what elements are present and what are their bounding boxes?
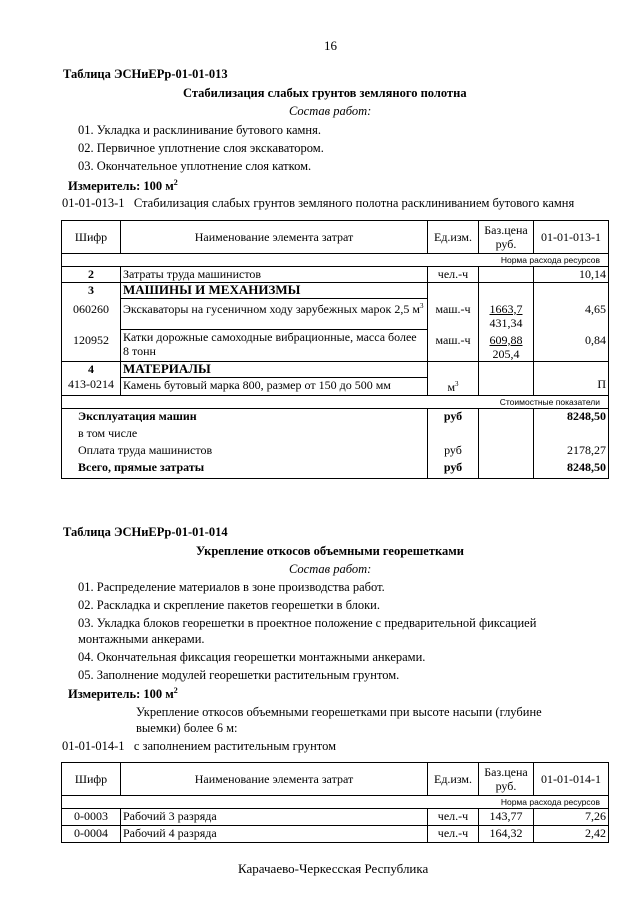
section-name: МАШИНЫ И МЕХАНИЗМЫ bbox=[121, 283, 428, 299]
table1-work-item: 01. Укладка и расклинивание бутового камня. bbox=[78, 123, 321, 137]
row-name: Затраты труда машинистов bbox=[121, 267, 428, 283]
row-code: 3 bbox=[62, 283, 121, 299]
table1-work-item: 03. Окончательное уплотнение слоя катком. bbox=[78, 159, 312, 173]
row-unit: чел.-ч bbox=[428, 809, 479, 826]
summary-value: 8248,50 bbox=[534, 460, 609, 478]
table1-work-heading: Состав работ: bbox=[289, 104, 372, 118]
table2-description: выемки) более 6 м: bbox=[136, 721, 238, 735]
footer-region: Карачаево-Черкесская Республика bbox=[238, 861, 429, 876]
header-column: 01-01-014-1 bbox=[534, 763, 609, 796]
header-name: Наименование элемента затрат bbox=[121, 763, 428, 796]
header-code: Шифр bbox=[62, 221, 121, 254]
summary-value: 8248,50 bbox=[534, 408, 609, 426]
table2-work-item: 01. Распределение материалов в зоне производства работ. bbox=[78, 580, 385, 594]
row-unit: маш.-ч bbox=[428, 299, 479, 330]
header-unit: Ед.изм. bbox=[428, 763, 479, 796]
row-value: 0,84 bbox=[534, 330, 609, 362]
row-unit: $м^3$ bbox=[428, 377, 479, 395]
table2-description: Укрепление откосов объемными георешетками при высоте насыпи (глубине bbox=[136, 705, 542, 719]
header-price: Баз.цена руб. bbox=[479, 221, 534, 254]
row-value: 7,26 bbox=[534, 809, 609, 826]
norm-label: Норма расхода ресурсов bbox=[62, 254, 609, 267]
row-code: 413-0214 bbox=[62, 377, 121, 395]
header-price: Баз.цена руб. bbox=[479, 763, 534, 796]
row-unit: чел.-ч bbox=[428, 267, 479, 283]
summary-name: Всего, прямые затраты bbox=[62, 460, 428, 478]
cost-label: Стоимостные показатели bbox=[62, 395, 609, 408]
row-unit: чел.-ч bbox=[428, 826, 479, 843]
row-value: 2,42 bbox=[534, 826, 609, 843]
table2-work-item: 03. Укладка блоков георешетки в проектное положение с предварительной фиксацией bbox=[78, 616, 537, 630]
resource-table-2 bbox=[61, 762, 609, 843]
row-unit: маш.-ч bbox=[428, 330, 479, 362]
header-column: 01-01-013-1 bbox=[534, 221, 609, 254]
table2-work-item: 04. Окончательная фиксация георешетки монтажными анкерами. bbox=[78, 650, 426, 664]
summary-name: Оплата труда машинистов bbox=[62, 443, 428, 460]
row-price: 164,32 bbox=[479, 826, 534, 843]
table2-work-item: монтажными анкерами. bbox=[78, 632, 205, 646]
table2-work-item: 05. Заполнение модулей георешетки растительным грунтом. bbox=[78, 668, 400, 682]
section-name: МАТЕРИАЛЫ bbox=[121, 361, 428, 377]
header-code: Шифр bbox=[62, 763, 121, 796]
summary-name: в том числе bbox=[62, 426, 428, 443]
table2-subtitle: Укрепление откосов объемными георешетками bbox=[196, 544, 464, 558]
table1-work-item: 02. Первичное уплотнение слоя экскаватором. bbox=[78, 141, 324, 155]
table1-measure: Измеритель: 100 $м^2$ bbox=[68, 178, 178, 194]
resource-table-1 bbox=[61, 220, 609, 479]
row-value: 4,65 bbox=[534, 299, 609, 330]
table2-code-line: 01-01-014-1 с заполнением растительным грунтом bbox=[62, 739, 337, 753]
row-code: 060260 bbox=[62, 299, 121, 330]
row-code: 4 bbox=[62, 361, 121, 377]
summary-unit: руб bbox=[428, 408, 479, 426]
row-name: Катки дорожные самоходные вибрационные, масса более 8 тонн bbox=[121, 330, 428, 362]
summary-unit: руб bbox=[428, 460, 479, 478]
table1-subtitle: Стабилизация слабых грунтов земляного полотна bbox=[183, 86, 467, 100]
row-price: 143,77 bbox=[479, 809, 534, 826]
row-code: 0-0003 bbox=[62, 809, 121, 826]
header-unit: Ед.изм. bbox=[428, 221, 479, 254]
table2-work-heading: Состав работ: bbox=[289, 562, 372, 576]
row-name: Камень бутовый марка 800, размер от 150 до 500 мм bbox=[121, 377, 428, 395]
table2-title: Таблица ЭСНиЕРр-01-01-014 bbox=[63, 525, 228, 539]
row-name: Экскаваторы на гусеничном ходу зарубежных марок 2,5 $м^3$ bbox=[121, 299, 428, 330]
table2-work-item: 02. Раскладка и скрепление пакетов георешетки в блоки. bbox=[78, 598, 380, 612]
row-name: Рабочий 3 разряда bbox=[121, 809, 428, 826]
table1-title: Таблица ЭСНиЕРр-01-01-013 bbox=[63, 67, 228, 81]
table1-code-line: 01-01-013-1 Стабилизация слабых грунтов земляного полотна расклиниванием бутового камня bbox=[62, 196, 575, 210]
summary-name: Эксплуатация машин bbox=[62, 408, 428, 426]
page-number: 16 bbox=[324, 38, 337, 53]
row-value: П bbox=[534, 377, 609, 395]
summary-unit: руб bbox=[428, 443, 479, 460]
norm-label: Норма расхода ресурсов bbox=[62, 796, 609, 809]
header-name: Наименование элемента затрат bbox=[121, 221, 428, 254]
row-name: Рабочий 4 разряда bbox=[121, 826, 428, 843]
row-code: 120952 bbox=[62, 330, 121, 362]
row-code: 0-0004 bbox=[62, 826, 121, 843]
row-price: 609,88 205,4 bbox=[479, 330, 534, 362]
row-code: 2 bbox=[62, 267, 121, 283]
row-price: 1663,7 431,34 bbox=[479, 299, 534, 330]
row-value: 10,14 bbox=[534, 267, 609, 283]
summary-value: 2178,27 bbox=[534, 443, 609, 460]
table2-measure: Измеритель: 100 $м^2$ bbox=[68, 686, 178, 702]
